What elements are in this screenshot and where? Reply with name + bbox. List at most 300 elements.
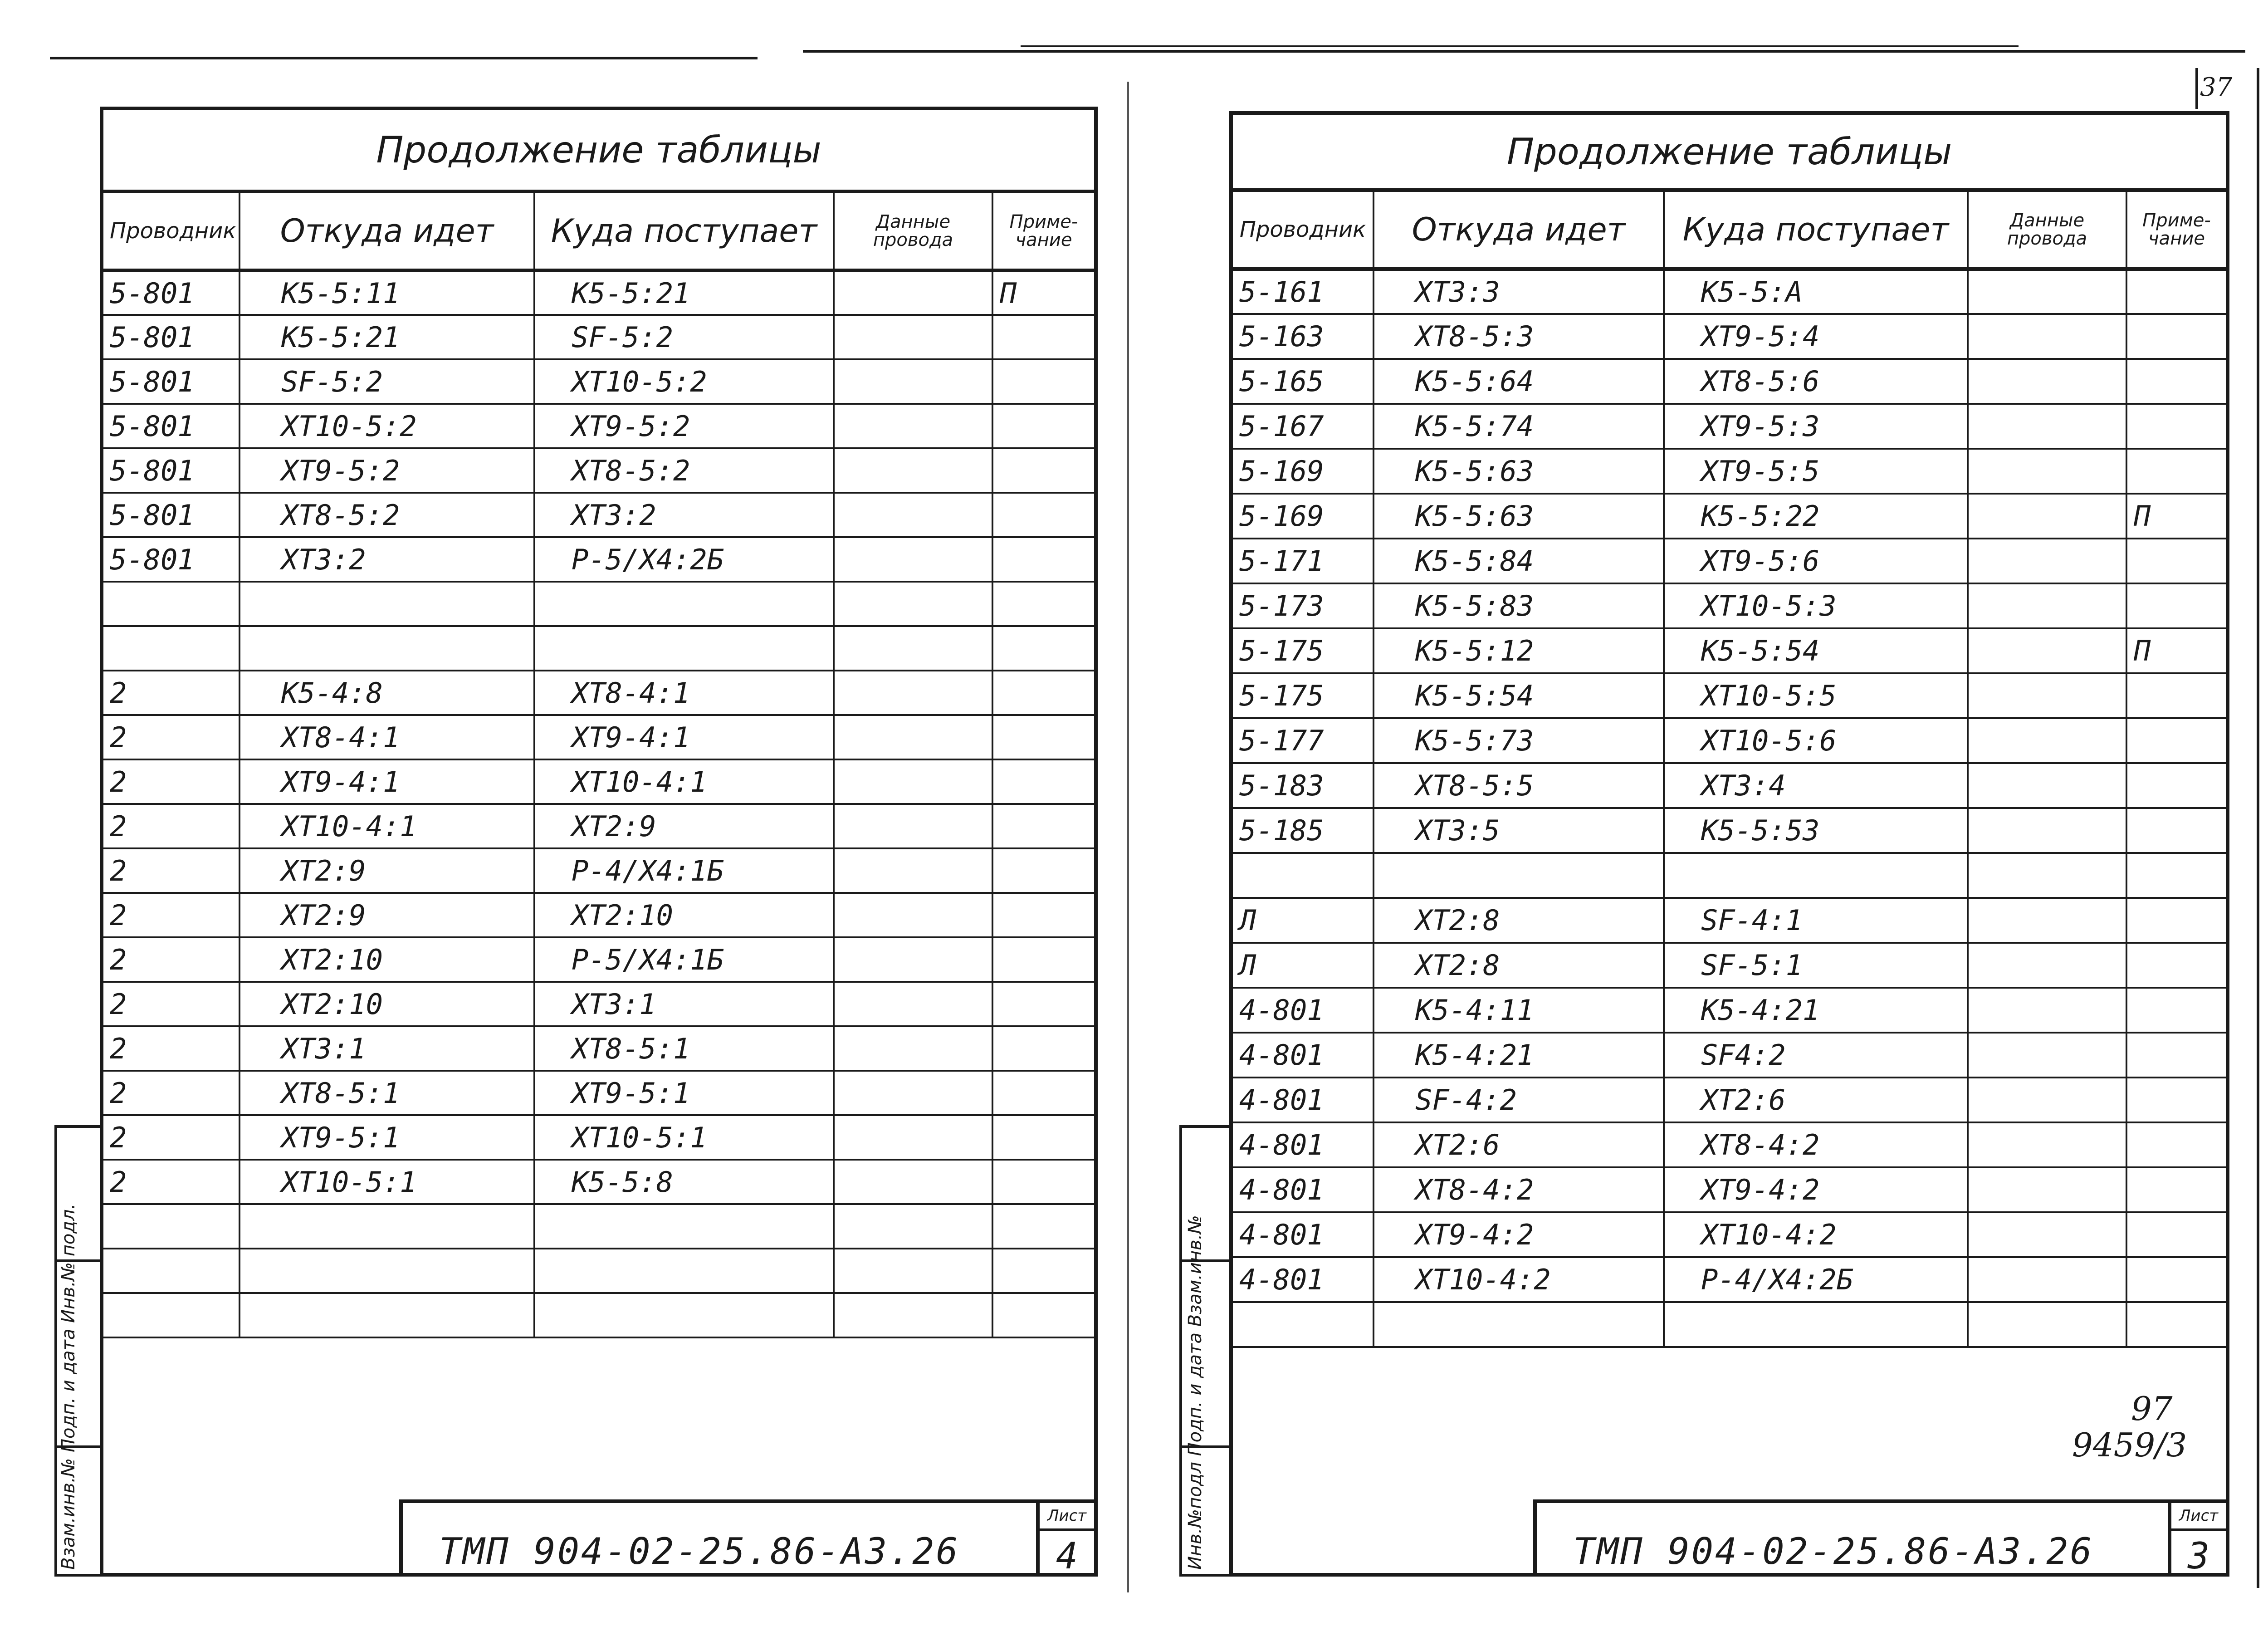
wire-data-cell: [834, 1249, 992, 1293]
wire-data-cell: [834, 448, 992, 493]
col-header-note: Приме-чание: [2126, 192, 2226, 269]
note-cell: [2126, 1212, 2226, 1257]
to-cell: XT2:6: [1664, 1078, 1968, 1122]
from-cell: K5-5:63: [1374, 494, 1664, 539]
table-row: [1233, 449, 2226, 494]
wire-data-cell: [834, 1115, 992, 1160]
to-cell: SF-5:1: [1664, 943, 1968, 988]
table-row: [1233, 853, 2226, 898]
from-cell: [1374, 1302, 1664, 1347]
conductor-cell: 2: [103, 671, 240, 715]
to-cell: K5-5:54: [1664, 628, 1968, 673]
note-cell: [992, 315, 1094, 359]
from-cell: K5-4:8: [240, 671, 534, 715]
note-cell: [992, 404, 1094, 448]
corner-bracket: [2195, 68, 2198, 109]
wire-data-cell: [834, 715, 992, 759]
conductor-cell: 2: [103, 715, 240, 759]
from-cell: K5-5:21: [240, 315, 534, 359]
conductor-cell: 5-165: [1233, 359, 1374, 404]
wire-data-cell: [834, 937, 992, 982]
wire-data-cell: [834, 359, 992, 404]
from-cell: K5-5:74: [1374, 404, 1664, 449]
note-cell: П: [992, 270, 1094, 315]
table-row: [1233, 269, 2226, 314]
conductor-cell: 5-161: [1233, 269, 1374, 314]
table-row: [1233, 808, 2226, 853]
wire-data-cell: [834, 804, 992, 848]
conductor-cell: 2: [103, 1026, 240, 1071]
conductor-cell: 4-801: [1233, 1078, 1374, 1122]
from-cell: XT2:9: [240, 848, 534, 893]
to-cell: XT9-5:4: [1664, 314, 1968, 359]
wire-data-cell: [1968, 718, 2126, 763]
col-header-note: Приме-чание: [992, 193, 1094, 270]
conductor-cell: 5-801: [103, 448, 240, 493]
table-row: [1233, 314, 2226, 359]
conductor-cell: 5-177: [1233, 718, 1374, 763]
to-cell: P-4/X4:1Б: [534, 848, 834, 893]
note-cell: [992, 448, 1094, 493]
table-row: [103, 982, 1094, 1026]
from-cell: XT3:5: [1374, 808, 1664, 853]
table-row: [103, 1204, 1094, 1249]
note-cell: [2126, 1257, 2226, 1302]
note-cell: [2126, 853, 2226, 898]
table-row: [103, 1026, 1094, 1071]
note-cell: [2126, 404, 2226, 449]
conductor-cell: 2: [103, 759, 240, 804]
wire-data-cell: [1968, 853, 2126, 898]
to-cell: XT2:10: [534, 893, 834, 937]
to-cell: XT9-5:1: [534, 1071, 834, 1115]
note-cell: [2126, 1302, 2226, 1347]
to-cell: XT10-4:1: [534, 759, 834, 804]
conductor-cell: 4-801: [1233, 1033, 1374, 1078]
wire-data-cell: [1968, 1033, 2126, 1078]
conductor-cell: 2: [103, 1160, 240, 1204]
conductor-cell: [1233, 853, 1374, 898]
conductor-cell: 5-801: [103, 404, 240, 448]
from-cell: XT3:1: [240, 1026, 534, 1071]
table-row: [103, 848, 1094, 893]
from-cell: XT10-5:1: [240, 1160, 534, 1204]
to-cell: XT8-5:6: [1664, 359, 1968, 404]
table-row: [1233, 763, 2226, 808]
conductor-cell: 5-801: [103, 315, 240, 359]
to-cell: XT8-5:2: [534, 448, 834, 493]
from-cell: SF-5:2: [240, 359, 534, 404]
wire-data-cell: [834, 982, 992, 1026]
right-wire-table: [1233, 192, 2226, 1348]
table-row: [103, 315, 1094, 359]
right-title-block: [1533, 1499, 2229, 1577]
to-cell: [534, 582, 834, 626]
note-cell: [2126, 988, 2226, 1033]
note-cell: [992, 1026, 1094, 1071]
conductor-cell: 5-175: [1233, 628, 1374, 673]
conductor-cell: 5-171: [1233, 539, 1374, 583]
table-row: [1233, 943, 2226, 988]
wire-data-cell: [834, 270, 992, 315]
note-cell: [992, 848, 1094, 893]
to-cell: XT3:2: [534, 493, 834, 537]
wire-data-cell: [1968, 1257, 2126, 1302]
from-cell: XT8-5:3: [1374, 314, 1664, 359]
conductor-cell: 5-801: [103, 537, 240, 582]
wire-data-cell: [1968, 269, 2126, 314]
conductor-cell: 5-185: [1233, 808, 1374, 853]
left-sheet-number: 4: [1056, 1535, 1078, 1577]
wire-data-cell: [1968, 359, 2126, 404]
table-row: [103, 626, 1094, 671]
conductor-cell: [103, 1293, 240, 1337]
table-row: [1233, 539, 2226, 583]
to-cell: XT10-5:1: [534, 1115, 834, 1160]
table-row: [1233, 583, 2226, 628]
from-cell: K5-5:12: [1374, 628, 1664, 673]
to-cell: K5-5:22: [1664, 494, 1968, 539]
wire-data-cell: [834, 671, 992, 715]
left-sheet: [100, 107, 1098, 1577]
note-cell: [992, 626, 1094, 671]
from-cell: XT2:8: [1374, 943, 1664, 988]
from-cell: [240, 626, 534, 671]
wire-data-cell: [1968, 808, 2126, 853]
conductor-cell: [103, 1204, 240, 1249]
to-cell: K5-4:21: [1664, 988, 1968, 1033]
table-row: [1233, 1302, 2226, 1347]
conductor-cell: 2: [103, 804, 240, 848]
note-cell: [2126, 1122, 2226, 1167]
right-sheet: [1229, 111, 2229, 1577]
note-cell: [992, 759, 1094, 804]
from-cell: XT8-5:1: [240, 1071, 534, 1115]
table-row: [103, 493, 1094, 537]
to-cell: P-5/X4:1Б: [534, 937, 834, 982]
to-cell: XT9-5:6: [1664, 539, 1968, 583]
note-cell: [2126, 898, 2226, 943]
to-cell: XT10-5:3: [1664, 583, 1968, 628]
col-header-from: Откуда идет: [1374, 192, 1664, 269]
left-doc-code: ТМП 904-02-25.86-А3.26: [439, 1530, 960, 1572]
note-cell: [992, 893, 1094, 937]
from-cell: K5-5:84: [1374, 539, 1664, 583]
from-cell: XT9-4:2: [1374, 1212, 1664, 1257]
to-cell: K5-5:53: [1664, 808, 1968, 853]
from-cell: K5-5:83: [1374, 583, 1664, 628]
to-cell: XT10-4:2: [1664, 1212, 1968, 1257]
note-cell: [2126, 673, 2226, 718]
right-sheet-number: 3: [2187, 1535, 2210, 1577]
note-cell: [2126, 1167, 2226, 1212]
wire-data-cell: [1968, 673, 2126, 718]
from-cell: [240, 1293, 534, 1337]
table-row: [103, 359, 1094, 404]
left-table-body: [103, 270, 1094, 1337]
conductor-cell: 2: [103, 848, 240, 893]
from-cell: K5-4:21: [1374, 1033, 1664, 1078]
to-cell: [534, 1293, 834, 1337]
to-cell: K5-5:21: [534, 270, 834, 315]
left-sheet-label: Лист: [1040, 1503, 1094, 1531]
table-row: [1233, 1033, 2226, 1078]
right-sheet-title: Продолжение таблицы: [1233, 115, 2226, 192]
note-cell: [992, 937, 1094, 982]
conductor-cell: 4-801: [1233, 1122, 1374, 1167]
col-header-wire-data: Данные провода: [834, 193, 992, 270]
from-cell: K5-5:73: [1374, 718, 1664, 763]
table-row: [1233, 1078, 2226, 1122]
table-row: [1233, 359, 2226, 404]
wire-data-cell: [834, 1160, 992, 1204]
scan-edge-line-3: [1021, 45, 2019, 47]
table-row: [1233, 404, 2226, 449]
wire-data-cell: [1968, 583, 2126, 628]
conductor-cell: 5-167: [1233, 404, 1374, 449]
wire-data-cell: [834, 626, 992, 671]
note-cell: [992, 1115, 1094, 1160]
conductor-cell: 5-801: [103, 270, 240, 315]
wire-data-cell: [1968, 314, 2126, 359]
note-cell: [992, 359, 1094, 404]
table-row: [103, 448, 1094, 493]
from-cell: XT10-4:2: [1374, 1257, 1664, 1302]
wire-data-cell: [834, 848, 992, 893]
right-side-label: Инв.№подл Подп. и дата Взам.инв.№: [1185, 1215, 1206, 1570]
wire-data-cell: [834, 1071, 992, 1115]
from-cell: K5-5:11: [240, 270, 534, 315]
wire-data-cell: [1968, 494, 2126, 539]
table-row: [103, 1293, 1094, 1337]
to-cell: XT9-5:5: [1664, 449, 1968, 494]
col-header-to: Куда поступает: [534, 193, 834, 270]
left-wire-table: [103, 193, 1094, 1338]
table-row: [103, 270, 1094, 315]
to-cell: XT8-4:2: [1664, 1122, 1968, 1167]
to-cell: XT8-4:1: [534, 671, 834, 715]
from-cell: K5-5:63: [1374, 449, 1664, 494]
to-cell: SF-5:2: [534, 315, 834, 359]
handwritten-annotation-top: 97: [2131, 1390, 2173, 1428]
wire-data-cell: [1968, 943, 2126, 988]
wire-data-cell: [834, 315, 992, 359]
to-cell: SF4:2: [1664, 1033, 1968, 1078]
note-cell: [2126, 359, 2226, 404]
wire-data-cell: [1968, 988, 2126, 1033]
conductor-cell: 5-801: [103, 359, 240, 404]
table-row: [1233, 988, 2226, 1033]
wire-data-cell: [1968, 1302, 2126, 1347]
table-row: [103, 1071, 1094, 1115]
conductor-cell: [103, 626, 240, 671]
from-cell: XT9-4:1: [240, 759, 534, 804]
from-cell: XT8-4:2: [1374, 1167, 1664, 1212]
from-cell: XT3:2: [240, 537, 534, 582]
col-header-to: Куда поступает: [1664, 192, 1968, 269]
wire-data-cell: [834, 759, 992, 804]
to-cell: [1664, 1302, 1968, 1347]
from-cell: [240, 1204, 534, 1249]
wire-data-cell: [1968, 628, 2126, 673]
note-cell: [2126, 718, 2226, 763]
conductor-cell: 2: [103, 1115, 240, 1160]
conductor-cell: 5-175: [1233, 673, 1374, 718]
note-cell: [2126, 763, 2226, 808]
conductor-cell: 5-183: [1233, 763, 1374, 808]
from-cell: XT2:8: [1374, 898, 1664, 943]
to-cell: XT9-5:2: [534, 404, 834, 448]
note-cell: П: [2126, 494, 2226, 539]
note-cell: [992, 537, 1094, 582]
right-table-body: [1233, 269, 2226, 1347]
table-row: [103, 537, 1094, 582]
table-row: [1233, 673, 2226, 718]
from-cell: XT8-4:1: [240, 715, 534, 759]
wire-data-cell: [1968, 1122, 2126, 1167]
from-cell: SF-4:2: [1374, 1078, 1664, 1122]
wire-data-cell: [834, 404, 992, 448]
note-cell: [992, 493, 1094, 537]
note-cell: [2126, 314, 2226, 359]
conductor-cell: 4-801: [1233, 988, 1374, 1033]
to-cell: XT9-5:3: [1664, 404, 1968, 449]
wire-data-cell: [1968, 763, 2126, 808]
wire-data-cell: [834, 1293, 992, 1337]
from-cell: K5-4:11: [1374, 988, 1664, 1033]
wire-data-cell: [834, 493, 992, 537]
note-cell: [992, 671, 1094, 715]
conductor-cell: 4-801: [1233, 1257, 1374, 1302]
to-cell: XT3:1: [534, 982, 834, 1026]
to-cell: SF-4:1: [1664, 898, 1968, 943]
from-cell: XT2:9: [240, 893, 534, 937]
to-cell: XT10-5:5: [1664, 673, 1968, 718]
note-cell: [2126, 1033, 2226, 1078]
to-cell: P-5/X4:2Б: [534, 537, 834, 582]
note-cell: [2126, 808, 2226, 853]
from-cell: XT10-4:1: [240, 804, 534, 848]
wire-data-cell: [1968, 404, 2126, 449]
conductor-cell: 2: [103, 1071, 240, 1115]
right-sheet-number-box: [2168, 1503, 2226, 1577]
table-row: [103, 893, 1094, 937]
handwritten-annotation-bottom: 9459/3: [2072, 1426, 2187, 1464]
note-cell: [992, 804, 1094, 848]
scan-edge-line-2: [803, 50, 2245, 53]
conductor-cell: [1233, 1302, 1374, 1347]
note-cell: [992, 715, 1094, 759]
from-cell: XT2:10: [240, 937, 534, 982]
wire-data-cell: [1968, 449, 2126, 494]
table-row: [103, 937, 1094, 982]
wire-data-cell: [1968, 1167, 2126, 1212]
note-cell: [992, 1249, 1094, 1293]
wire-data-cell: [1968, 1078, 2126, 1122]
table-row: [1233, 494, 2226, 539]
conductor-cell: 5-163: [1233, 314, 1374, 359]
right-margin-line: [2257, 68, 2259, 1588]
to-cell: XT2:9: [534, 804, 834, 848]
from-cell: [1374, 853, 1664, 898]
table-row: [1233, 898, 2226, 943]
table-row: [1233, 1257, 2226, 1302]
table-row: [103, 1249, 1094, 1293]
corner-page-number: 37: [2200, 73, 2233, 102]
left-sheet-title: Продолжение таблицы: [103, 110, 1094, 193]
from-cell: [240, 582, 534, 626]
table-row: [103, 1160, 1094, 1204]
note-cell: П: [2126, 628, 2226, 673]
conductor-cell: 5-169: [1233, 449, 1374, 494]
col-header-wire-data: Данные провода: [1968, 192, 2126, 269]
note-cell: [992, 1160, 1094, 1204]
table-row: [103, 715, 1094, 759]
from-cell: XT2:10: [240, 982, 534, 1026]
note-cell: [2126, 943, 2226, 988]
table-row: [1233, 1212, 2226, 1257]
conductor-cell: 5-801: [103, 493, 240, 537]
left-sheet-number-box: [1036, 1503, 1094, 1577]
to-cell: XT10-5:6: [1664, 718, 1968, 763]
note-cell: [992, 582, 1094, 626]
conductor-cell: 4-801: [1233, 1167, 1374, 1212]
to-cell: XT9-4:2: [1664, 1167, 1968, 1212]
note-cell: [992, 1293, 1094, 1337]
col-header-from: Откуда идет: [240, 193, 534, 270]
col-header-conductor: Проводник: [103, 193, 240, 270]
from-cell: K5-5:54: [1374, 673, 1664, 718]
wire-data-cell: [1968, 898, 2126, 943]
table-row: [1233, 718, 2226, 763]
conductor-cell: 2: [103, 937, 240, 982]
table-row: [103, 671, 1094, 715]
note-cell: [992, 982, 1094, 1026]
from-cell: XT2:6: [1374, 1122, 1664, 1167]
table-row: [103, 582, 1094, 626]
conductor-cell: [103, 582, 240, 626]
conductor-cell: 2: [103, 982, 240, 1026]
table-row: [103, 759, 1094, 804]
to-cell: K5-5:8: [534, 1160, 834, 1204]
from-cell: XT10-5:2: [240, 404, 534, 448]
scan-edge-line-1: [50, 57, 758, 59]
to-cell: [534, 1204, 834, 1249]
conductor-cell: 2: [103, 893, 240, 937]
right-doc-code: ТМП 904-02-25.86-А3.26: [1573, 1530, 2094, 1572]
wire-data-cell: [834, 893, 992, 937]
from-cell: XT8-5:5: [1374, 763, 1664, 808]
table-row: [1233, 1167, 2226, 1212]
to-cell: P-4/X4:2Б: [1664, 1257, 1968, 1302]
conductor-cell: 5-169: [1233, 494, 1374, 539]
table-row: [103, 804, 1094, 848]
table-row: [103, 1115, 1094, 1160]
left-title-block: [399, 1499, 1098, 1577]
note-cell: [992, 1071, 1094, 1115]
conductor-cell: 4-801: [1233, 1212, 1374, 1257]
from-cell: XT3:3: [1374, 269, 1664, 314]
note-cell: [2126, 583, 2226, 628]
note-cell: [2126, 539, 2226, 583]
to-cell: XT8-5:1: [534, 1026, 834, 1071]
to-cell: K5-5:A: [1664, 269, 1968, 314]
table-row: [1233, 1122, 2226, 1167]
conductor-cell: 5-173: [1233, 583, 1374, 628]
to-cell: [534, 1249, 834, 1293]
note-cell: [992, 1204, 1094, 1249]
left-side-label: Взам.инв.№ Подп. и дата Инв.№ подл.: [58, 1203, 79, 1570]
